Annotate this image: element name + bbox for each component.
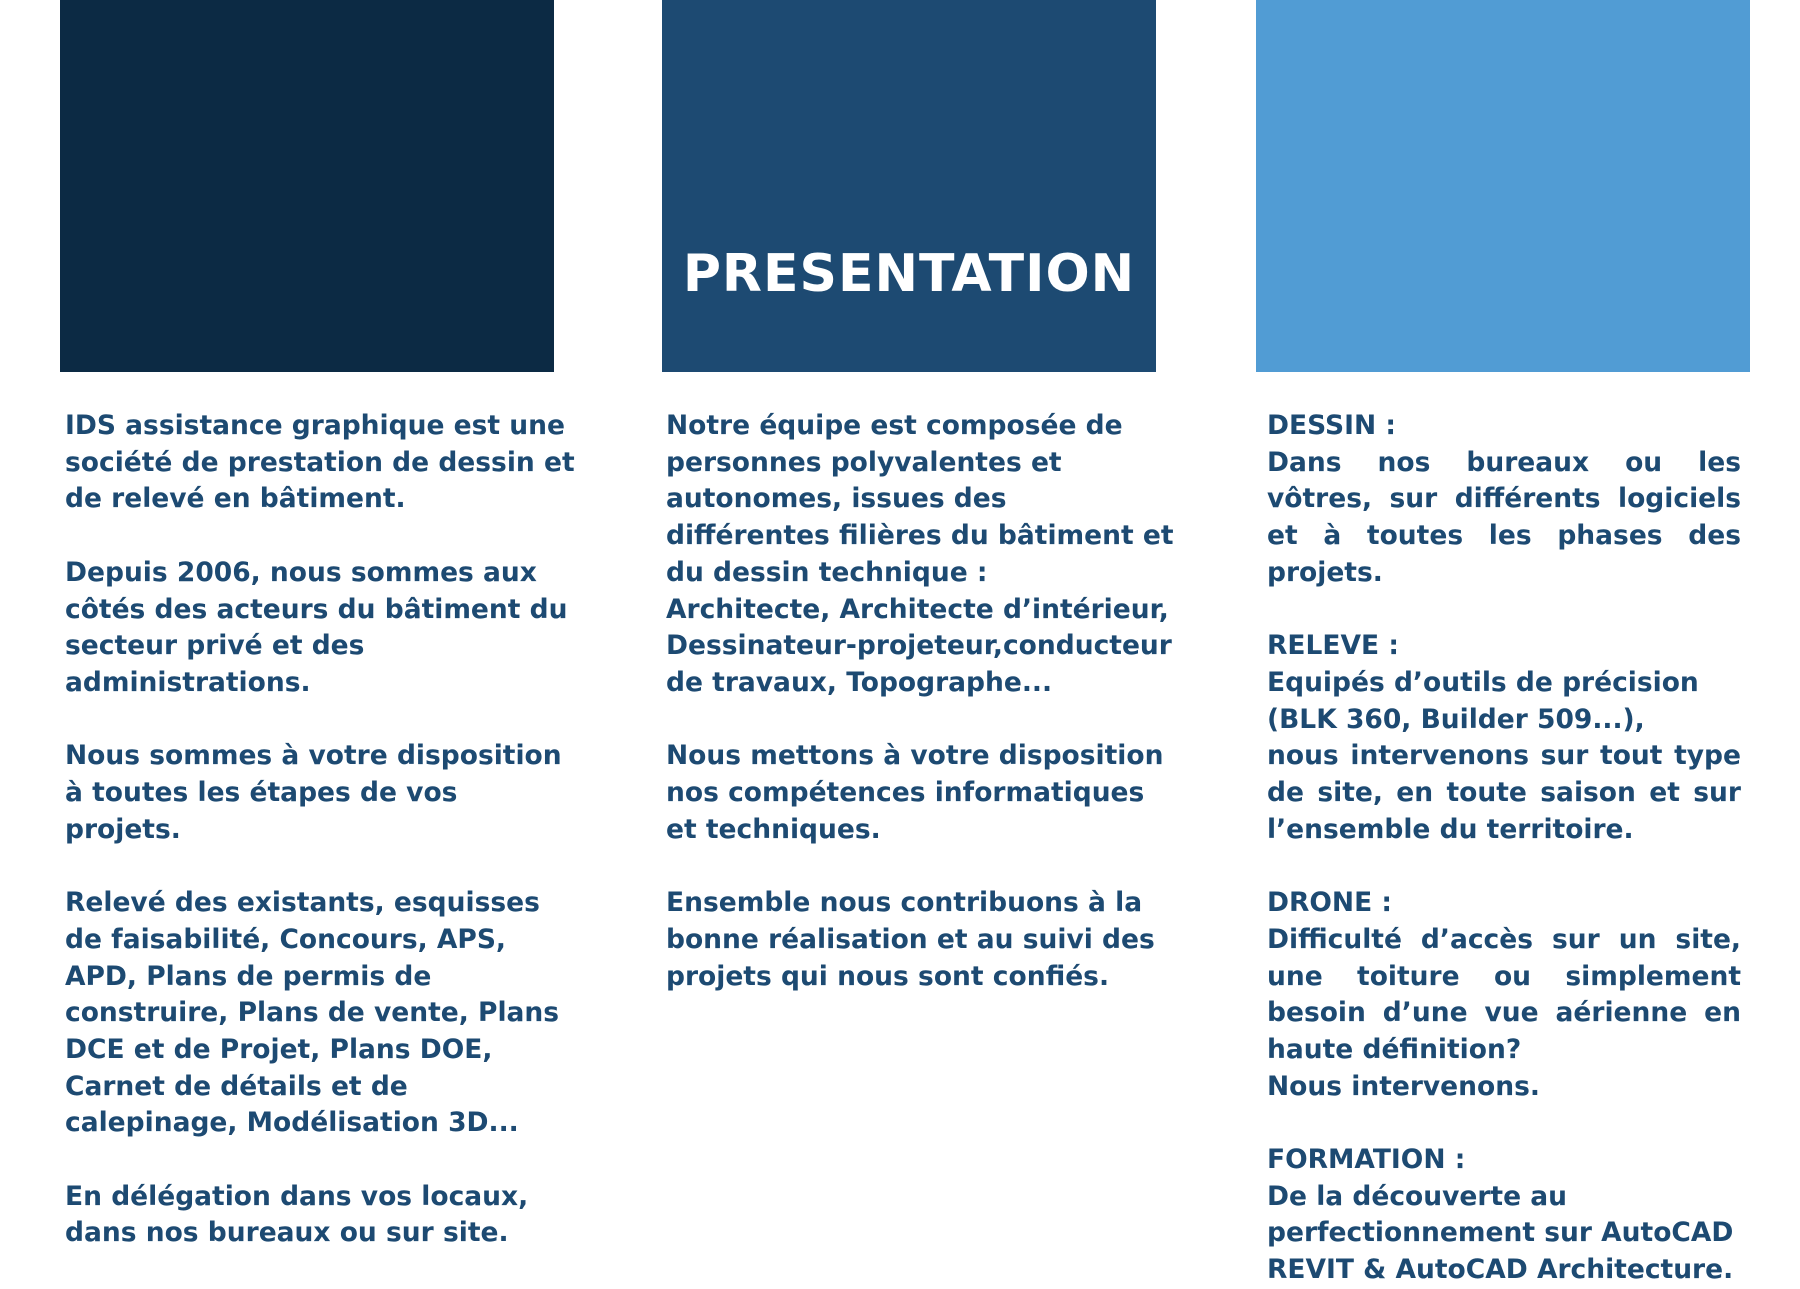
team-commitment-paragraph: Ensemble nous contribuons à la bonne réalisation et au suivi des projets qui nous sont confiés. [666, 887, 1155, 992]
service-formation [1267, 1142, 1741, 1289]
company-intro-paragraph: IDS assistance graphique est une société de prestation de dessin et de relevé en bâtiment. [65, 410, 575, 515]
service-description: Difficulté d’accès sur un site, une toiture ou simplement besoin d’une vue aérienne en haute définition? Nous intervenons. [1267, 923, 1741, 1102]
company-availability-paragraph: Nous sommes à votre disposition à toutes les étapes de vos projets. [65, 740, 562, 845]
service-dessin [1267, 408, 1741, 592]
column-team [666, 408, 1186, 995]
company-history-paragraph: Depuis 2006, nous sommes aux côtés des acteurs du bâtiment du secteur privé et des administrations. [65, 556, 568, 698]
service-description: Equipés d’outils de précision (BLK 360, Builder 509...), nous intervenons sur tout type de site, en toute saison et sur l’ensemble du territoire. [1267, 666, 1741, 845]
service-releve [1267, 628, 1741, 848]
column-company [65, 408, 575, 1252]
service-heading: RELEVE : [1267, 630, 1399, 662]
page-title: PRESENTATION [682, 244, 1136, 304]
service-drone [1267, 885, 1741, 1105]
column-services [1267, 408, 1741, 1289]
header-block-light [1256, 0, 1750, 372]
service-description: De la découverte au perfectionnement sur AutoCAD REVIT & AutoCAD Architecture. [1267, 1180, 1734, 1286]
company-location-paragraph: En délégation dans vos locaux, dans nos bureaux ou sur site. [65, 1180, 529, 1249]
service-heading: DESSIN : [1267, 410, 1396, 441]
team-skills-paragraph: Nous mettons à votre disposition nos compétences informatiques et techniques. [666, 740, 1164, 845]
team-composition-paragraph: Notre équipe est composée de personnes polyvalentes et autonomes, issues des différentes filières du bâtiment et du dessin technique : Architecte, Architecte d’intérieur, Dessinateur-projeteur,conducteur de travaux, Topographe... [666, 410, 1174, 698]
header-block-dark [60, 0, 554, 372]
header-block-mid [662, 0, 1156, 372]
service-heading: DRONE : [1267, 887, 1393, 919]
company-deliverables-paragraph: Relevé des existants, esquisses de faisabilité, Concours, APS, APD, Plans de permis de construire, Plans de vente, Plans DCE et de Projet, Plans DOE, Carnet de détails et de calepinage, Modélisation 3D... [65, 887, 560, 1139]
service-heading: FORMATION : [1267, 1144, 1466, 1176]
service-description: Dans nos bureaux ou les vôtres, sur différents logiciels et à toutes les phases des projets. [1267, 446, 1741, 588]
